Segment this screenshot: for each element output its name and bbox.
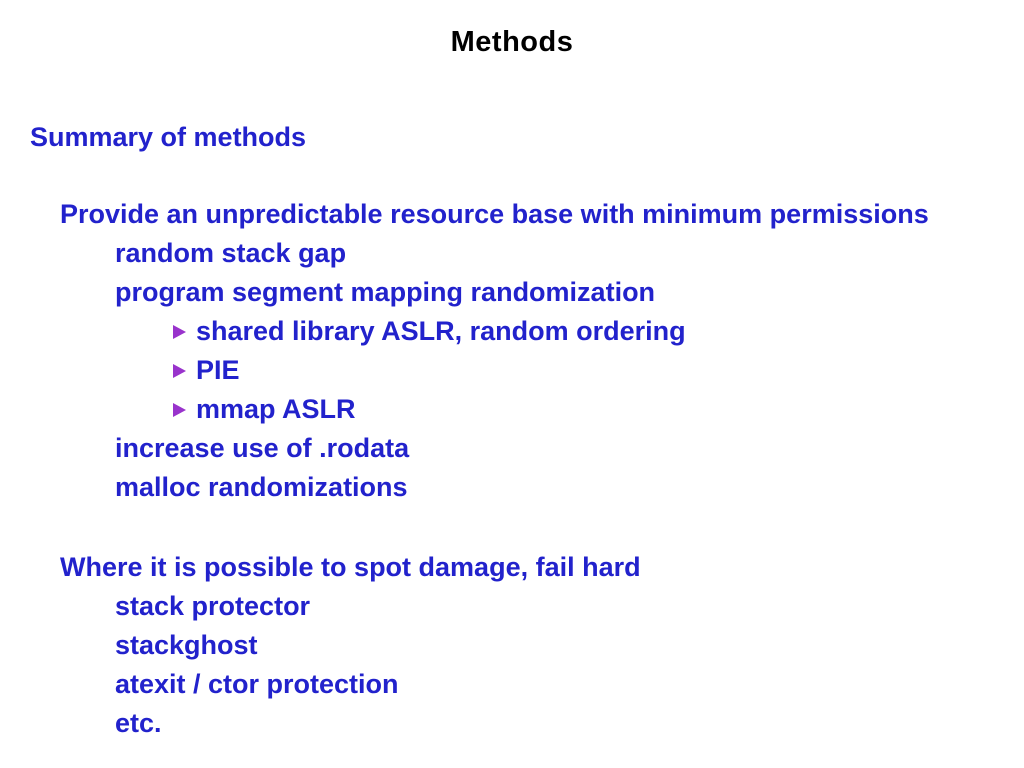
summary-heading: Summary of methods	[30, 122, 307, 152]
list-item	[0, 351, 1024, 390]
list-item: increase use of .rodata	[115, 433, 410, 463]
section-lead: Where it is possible to spot damage, fail hard	[60, 552, 641, 582]
triangle-right-icon	[173, 403, 186, 417]
list-item	[0, 390, 1024, 429]
list-item-label: mmap ASLR	[196, 394, 356, 424]
section-lead: Provide an unpredictable resource base with minimum permissions	[60, 199, 929, 229]
slide-title: Methods	[450, 26, 574, 58]
list-item: program segment mapping randomization	[115, 277, 656, 307]
list-item: stack protector	[115, 591, 311, 621]
list-item: malloc randomizations	[115, 472, 408, 502]
list-item-label: PIE	[196, 355, 240, 385]
triangle-right-icon	[173, 325, 186, 339]
list-item: stackghost	[115, 630, 258, 660]
triangle-right-icon	[173, 364, 186, 378]
list-item: random stack gap	[115, 238, 347, 268]
list-item: atexit / ctor protection	[115, 669, 399, 699]
list-item	[0, 312, 1024, 351]
list-item-label: shared library ASLR, random ordering	[196, 316, 686, 346]
list-item: etc.	[115, 708, 162, 738]
